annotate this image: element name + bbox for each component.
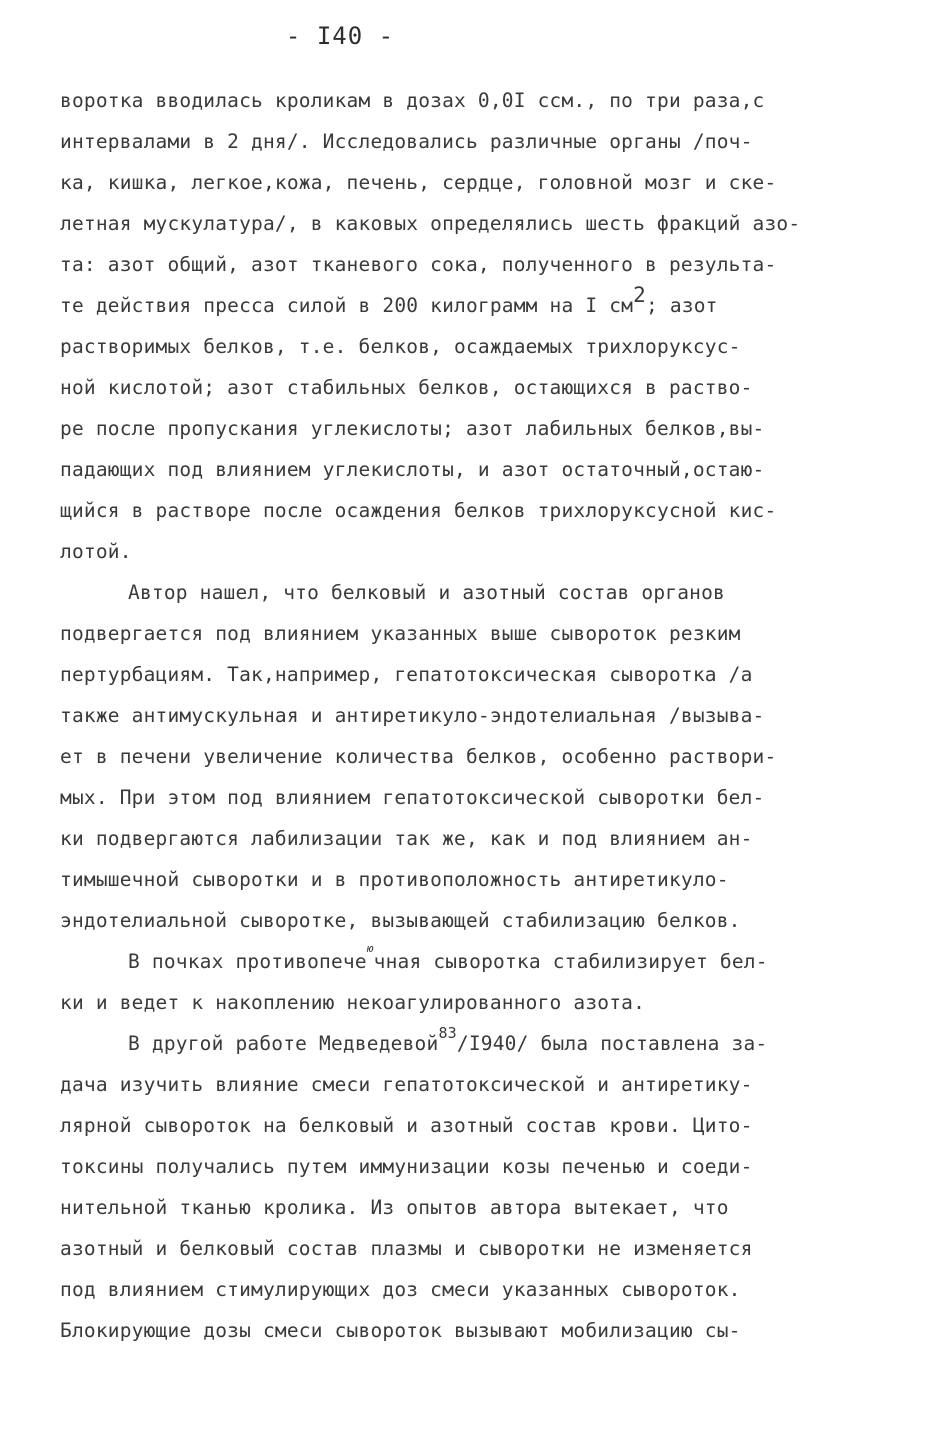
text-line: ка, кишка, легкое,кожа, печень, сердце, головной мозг и ске- [60,171,777,194]
text-line: дача изучить влияние смеси гепатотоксической и антиретику- [60,1073,753,1096]
text-fragment: те действия пресса силой в 200 килограмм на I см [60,294,634,317]
text-line [60,1023,860,1064]
text-fragment: /I940/ была поставлена за- [456,1032,768,1055]
text-line: ки подвергаются лабилизации так же, как и под влиянием ан- [60,827,753,850]
text-line: тимышечной сыворотки и в противоположность антиретикуло- [60,868,729,891]
text-line: растворимых белков, т.е. белков, осаждаемых трихлоруксус- [60,335,741,358]
paragraph-2 [60,572,860,941]
text-line: та: азот общий, азот тканевого сока, полученного в результа- [60,253,777,276]
text-line: Блокирующие дозы смеси сывороток вызывают мобилизацию сы- [60,1319,741,1342]
superscript-exponent: 2 [633,283,646,307]
paragraph-3 [60,941,860,1023]
text-line: лотой. [60,540,132,563]
page-number: - I40 - [285,22,395,50]
text-line: токсины получались путем иммунизации козы печенью и соеди- [60,1155,753,1178]
reference-number: 83 [438,1024,457,1042]
text-fragment: В другой работе Медведевой [128,1032,439,1055]
text-line: нительной тканью кролика. Из опытов автора вытекает, что [60,1196,729,1219]
text-line [60,941,860,982]
text-line: пертурбациям. Так,например, гепатотоксическая сыворотка /а [60,663,753,686]
text-line: эндотелиальной сыворотке, вызывающей стабилизацию белков. [60,909,741,932]
paragraph-4 [60,1023,860,1351]
text-line: Автор нашел, что белковый и азотный состав органов [128,581,725,604]
text-fragment: чная сыворотка стабилизирует бел- [373,950,768,973]
text-line: ет в печени увеличение количества белков, особенно раствори- [60,745,777,768]
text-line: ре после пропускания углекислоты; азот лабильных белков,вы- [60,417,765,440]
text-line: ки и ведет к накоплению некоагулированного азота. [60,991,646,1014]
text-line: падающих под влиянием углекислоты, и азот остаточный,остаю- [60,458,765,481]
text-line: под влиянием стимулирующих доз смеси указанных сывороток. [60,1278,741,1301]
text-line: лярной сывороток на белковый и азотный состав крови. Цито- [60,1114,753,1137]
text-line: также антимускульная и антиретикуло-эндотелиальная /вызыва- [60,704,765,727]
text-line: летная мускулатура/, в каковых определялись шесть фракций азо- [60,212,801,235]
paragraph-1 [60,80,860,572]
text-line [60,285,860,326]
text-fragment: ; азот [645,294,718,317]
text-line: щийся в растворе после осаждения белков трихлоруксусной кис- [60,499,777,522]
body-text [60,80,860,1351]
text-line: азотный и белковый состав плазмы и сыворотки не изменяется [60,1237,753,1260]
handwritten-insertion: ю [366,942,374,955]
text-line: ной кислотой; азот стабильных белков, остающихся в раство- [60,376,753,399]
text-line: мых. При этом под влиянием гепатотоксической сыворотки бел- [60,786,765,809]
text-line: интервалами в 2 дня/. Исследовались различные органы /поч- [60,130,753,153]
text-line: воротка вводилась кроликам в дозах 0,0I ccм., по три раза,с [60,89,765,112]
text-line: подвергается под влиянием указанных выше сывороток резким [60,622,741,645]
text-fragment: В почках противопече [128,950,367,973]
